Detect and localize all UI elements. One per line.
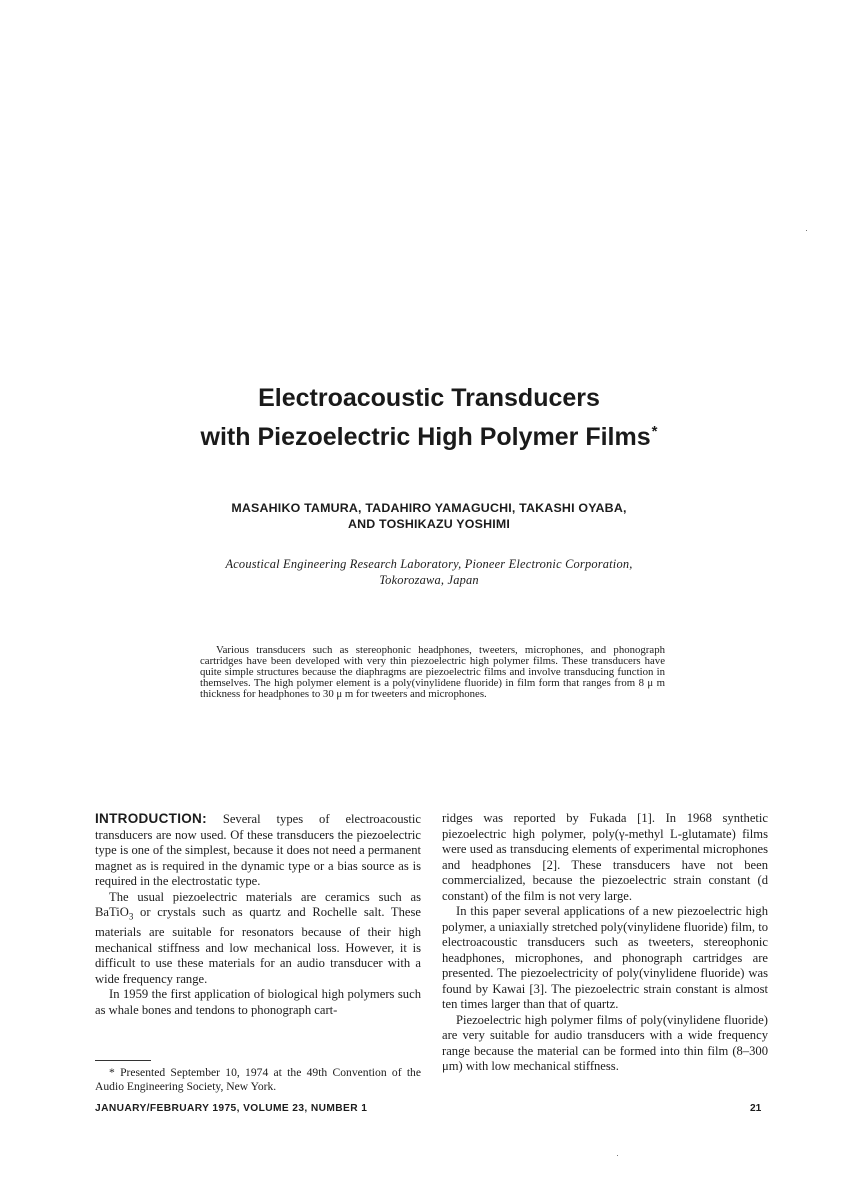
footnote-rule	[95, 1060, 151, 1061]
subscript-3: 3	[128, 911, 134, 922]
left-column	[95, 811, 421, 1018]
right-column	[442, 811, 768, 1075]
title-line-2	[0, 415, 858, 454]
title-line-2-text: with Piezoelectric High Polymer Films	[200, 423, 651, 451]
intro-paragraph-1	[95, 811, 421, 890]
scan-speck	[806, 230, 807, 231]
authors-line-1: MASAHIKO TAMURA, TADAHIRO YAMAGUCHI, TAKASHI OYABA,	[231, 501, 627, 515]
author-list	[0, 500, 858, 532]
affiliation	[0, 556, 858, 588]
footnote-text: * Presented September 10, 1974 at the 49th Convention of the Audio Engineering Society, New York.	[95, 1066, 421, 1093]
abstract	[200, 645, 665, 700]
intro-paragraph-3-continued: ridges was reported by Fukada [1]. In 1968 synthetic piezoelectric high polymer, poly(γ-methyl L-glutamate) films were used as transducing elements of experimental microphones and headphones [2]. These transducers have not been commercialized, because the piezoelectric strain constant (d constant) of the film is not very large.	[442, 811, 768, 903]
intro-paragraph-2	[95, 890, 421, 988]
affiliation-line-2: Tokorozawa, Japan	[379, 573, 479, 587]
section-heading-introduction: INTRODUCTION:	[95, 811, 207, 826]
paper-title	[0, 381, 858, 454]
intro-paragraph-1-text: Several types of electroacoustic transducers are now used. Of these transducers the piezoelectric type is one of the simplest, because it does not need a permanent magnet as is required in the dynamic type or a bias source as is required in the electrostatic type.	[95, 812, 421, 888]
title-line-1: Electroacoustic Transducers	[258, 384, 600, 412]
intro-paragraph-4: In this paper several applications of a new piezoelectric high polymer, a uniaxially stretched poly(vinylidene fluoride) film, to electroacoustic transducers such as tweeters, stereophonic headphones, microphones, and phonograph cartridges are presented. The piezoelectricity of poly(vinylidene fluoride) was found by Kawai [3]. The piezoelectric strain constant is almost ten times larger than that of quartz.	[442, 904, 768, 1011]
intro-paragraph-2-end: or crystals such as quartz and Rochelle salt. These materials are suitable for resonators because of their high mechanical stiffness and low mechanical loss. However, it is difficult to use these materials for an audio transducer with a wide frequency range.	[95, 905, 421, 986]
page-number: 21	[750, 1103, 762, 1114]
scan-speck	[617, 1155, 618, 1156]
footnote	[95, 1066, 421, 1094]
intro-paragraph-2-start: The usual piezoelectric materials are ceramics such as BaTiO	[95, 889, 421, 919]
authors-line-2: AND TOSHIKAZU YOSHIMI	[347, 517, 511, 531]
intro-paragraph-5: Piezoelectric high polymer films of poly(vinylidene fluoride) are very suitable for audio transducers with a wide frequency range because the material can be formed into thin film (8–300 μm) with low mechanical stiffness.	[442, 1012, 768, 1073]
intro-paragraph-3: In 1959 the first application of biological high polymers such as whale bones and tendons to phonograph cart-	[95, 987, 421, 1017]
journal-issue-footer: JANUARY/FEBRUARY 1975, VOLUME 23, NUMBER 1	[95, 1103, 368, 1114]
affiliation-line-1: Acoustical Engineering Research Laboratory, Pioneer Electronic Corporation,	[225, 557, 633, 571]
title-footnote-mark: *	[651, 423, 658, 440]
abstract-text: Various transducers such as stereophonic headphones, tweeters, microphones, and phonograph cartridges have been developed with very thin piezoelectric high polymer films. These transducers have quite simple structures because the diaphragms are piezoelectric films and involve transducing function in themselves. The high polymer element is a poly(vinylidene fluoride) in film form that ranges from 8 μ m thickness for headphones to 30 μ m for tweeters and microphones.	[200, 644, 665, 700]
